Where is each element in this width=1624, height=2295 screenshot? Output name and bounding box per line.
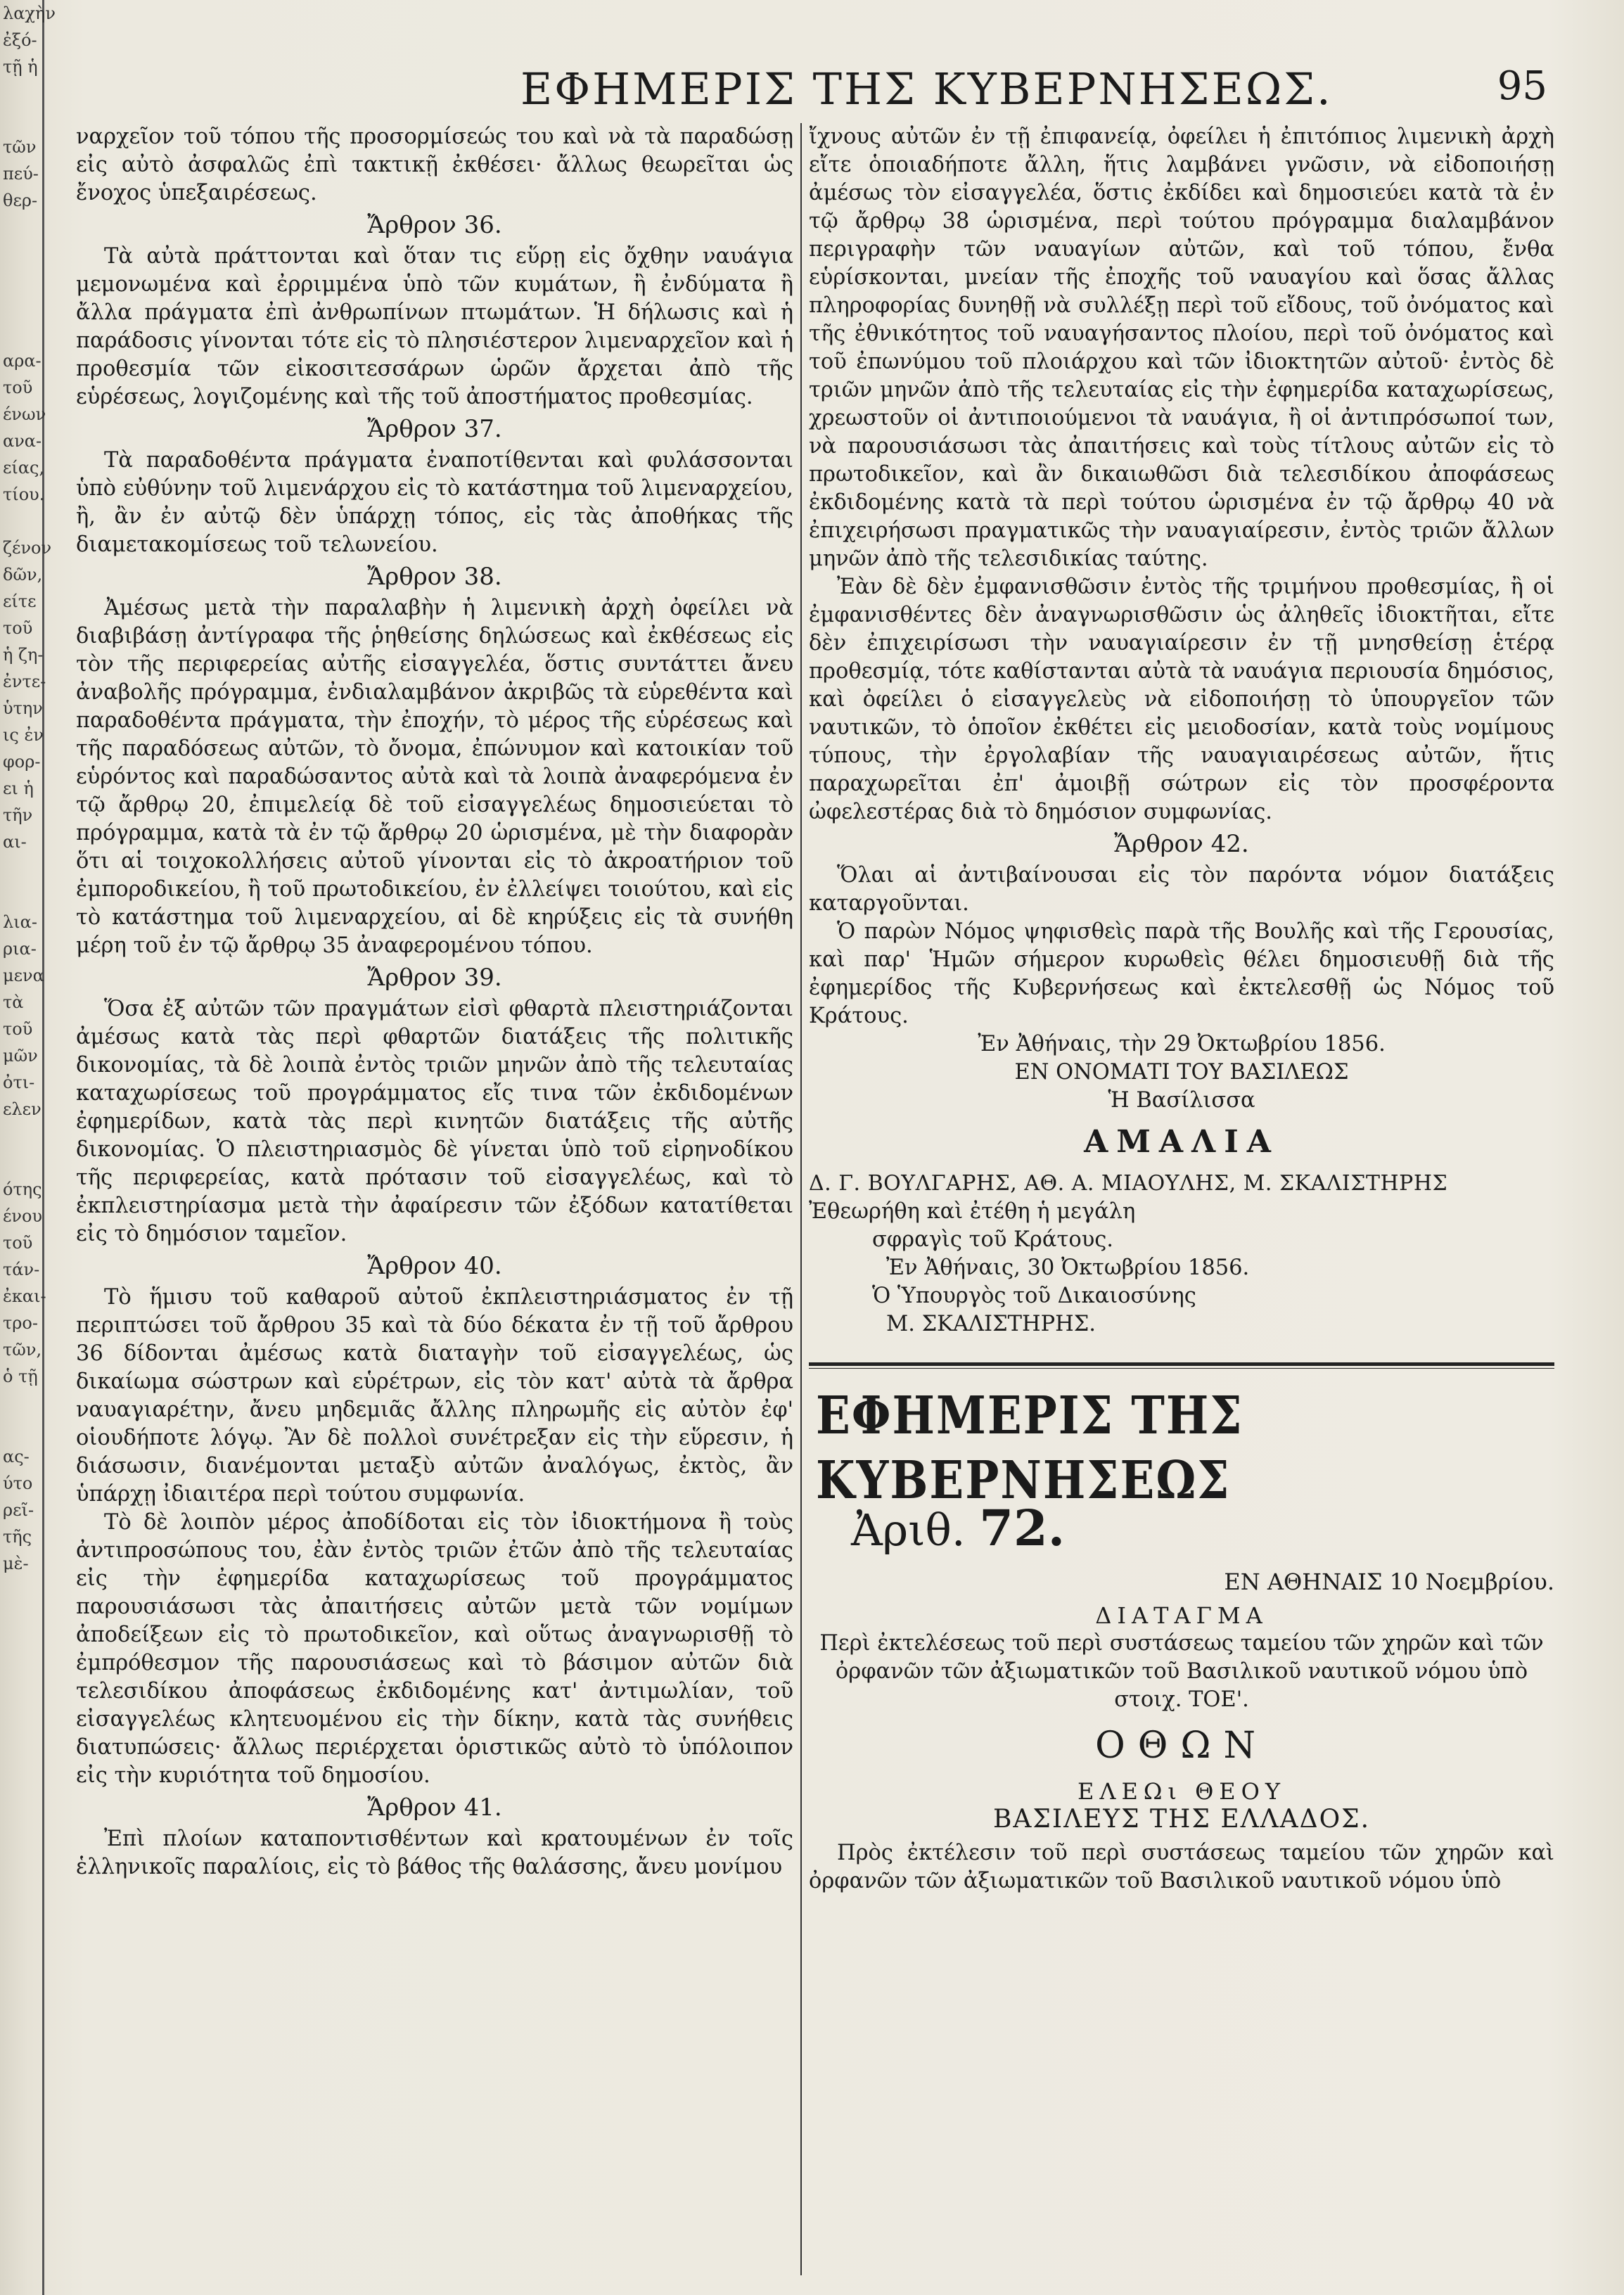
queen-label: Ἡ Βασίλισσα [1108, 1088, 1255, 1113]
paragraph: Ἐπὶ πλοίων καταποντισθέντων καὶ κρατουμένων ἐν τοῖς ἑλληνικοῖς παραλίοις, εἰς τὸ βάθος τῆς θαλάσσης, ἄνευ μονίμου [76, 1827, 793, 1879]
margin-fragment: μὲ- [3, 1554, 29, 1573]
paragraph: ναρχεῖον τοῦ τόπου τῆς προσορμίσεώς του καὶ νὰ τὰ παραδώσῃ εἰς αὐτὸ ἀσφαλῶς ἐπὶ τακτικῇ ἐκθέσει· ἄλλως θεωρεῖται ὡς ἔνοχος ὑπεξαιρέσεως. [76, 124, 793, 205]
margin-fragment: θερ- [3, 191, 38, 210]
signatories: Δ. Γ. ΒΟΥΛΓΑΡΗΣ, ΑΘ. Α. ΜΙΑΟΥΛΗΣ, Μ. ΣΚΑΛΙΣΤΗΡΗΣ [809, 1171, 1448, 1196]
margin-fragment [0, 855, 42, 882]
margin-fragment: πεύ- [3, 164, 39, 184]
margin-fragment: αρα- [3, 351, 41, 371]
seal-line-2: σφραγὶς τοῦ Κράτους. [872, 1227, 1114, 1252]
margin-fragment: ὁ τῇ [3, 1367, 38, 1386]
page-header-title: ΕΦΗΜΕΡΙΣ ΤΗΣ ΚΥΒΕΡΝΗΣΕΩΣ. [520, 63, 1333, 115]
king-title: ΒΑΣΙΛΕΥΣ ΤΗΣ ΕΛΛΑΔΟΣ. [992, 1805, 1371, 1834]
paragraph: Ὅλαι αἱ ἀντιβαίνουσαι εἰς τὸν παρόντα νόμον διατάξεις καταργοῦνται. [809, 863, 1554, 916]
article-heading-42: Ἄρθρον 42. [1114, 830, 1249, 858]
section-divider [809, 1362, 1554, 1369]
issue-label: Ἀριθ. [851, 1504, 966, 1556]
margin-fragment: αι- [3, 832, 27, 852]
margin-fragment: ει ἡ [3, 779, 34, 798]
paragraph: Ἀμέσως μετὰ τὴν παραλαβὴν ἡ λιμενικὴ ἀρχὴ ὀφείλει νὰ διαβιβάσῃ ἀντίγραφα τῆς ῥηθείσης δηλώσεως καὶ ἐκθέσεως εἰς τὸν τῆς περιφερείας αὐτῆς εἰσαγγελέα, ὅστις συντάττει ἄνευ ἀναβολῆς πρόγραμμα, ἐνδιαλαμβάνον ἀκριβῶς τὰ εὑρεθέντα καὶ παραδοθέντα πράγματα, τὴν ἐποχήν, τὸ μέρος τῆς εὑρέσεως καὶ τῆς παραδόσεως αὐτῶν, τὸ ὄνομα, ἐπώνυμον καὶ κατοικίαν τοῦ εὑρόντος καὶ παραδώσαντος αὐτὰ καὶ τὰ λοιπὰ ἀναφερόμενα ἐν τῷ ἄρθρῳ 20, ἐπιμελείᾳ δὲ τοῦ εἰσαγγελέως δημοσιεύεται τὸ πρόγραμμα, κατὰ τὰ ἐν τῷ ἄρθρῳ 20 ὡρισμένα, μὲ τὴν διαφορὰν ὅτι αἱ τοιχοκολλήσεις αὐτοῦ γίνονται εἰς τὸ ἀκροατήριον τοῦ ἐμποροδικείου, ἢ τοῦ πρωτοδικείου, ἐν ἐλλείψει τοιούτου, καὶ εἰς τὸ κατάστημα τοῦ λιμεναρχείου, αἱ δὲ κηρύξεις εἰς τὰ συνήθη μέρη τοῦ ἐν τῷ ἄρθρῳ 35 ἀναφερομένου τόπου. [76, 596, 793, 958]
paragraph: Τὸ δὲ λοιπὸν μέρος ἀποδίδοται εἰς τὸν ἰδιοκτήμονα ἢ τοὺς ἀντιπροσώπους του, ἐὰν ἐντὸς τριῶν ἐτῶν ἀπὸ τῆς τελευταίας εἰς τὴν ἐφημερίδα καταχωρίσεως τοῦ προγράμματος παρουσιάσωσι τὰς ἀπαιτήσεις αὐτῶν μετὰ τῶν νομίμων ἀποδείξεων εἰς τὸ πρωτοδικεῖον, καὶ οὕτως ἀναγνωρισθῇ τὸ ἐμπρόθεσμον τῆς παρουσιάσεως καὶ τὸ βάσιμον αὐτῶν διὰ τελεσιδίκου ἀποφάσεως ἐκδιδομένης κατ' ἀντιμωλίαν, τοῦ εἰσαγγελέως κλητευομένου εἰς τὴν δίκην, κατὰ τὰς συνήθεις διατυπώσεις· ἄλλως περιέρχεται ὁριστικῶς αὐτὸ τὸ ὑπόλοιπον εἰς τὴν κυριότητα τοῦ δημοσίου. [76, 1510, 793, 1788]
page-number: 95 [1497, 63, 1547, 109]
article-heading-36: Ἄρθρον 36. [367, 211, 502, 239]
page-header [84, 63, 1568, 120]
decree-subject: Περὶ ἐκτελέσεως τοῦ περὶ συστάσεως ταμείου τῶν χηρῶν καὶ τῶν ὀρφανῶν τῶν ἀξιωματικῶν τοῦ Βασιλικοῦ ναυτικοῦ νόμου ὑπὸ στοιχ. ΤΟΕ'. [819, 1631, 1544, 1712]
margin-fragment: μῶν [3, 1046, 38, 1066]
margin-fragment: τῇ ἡ [3, 57, 38, 77]
margin-fragment [0, 1417, 42, 1443]
margin-fragment: ας- [3, 1447, 30, 1466]
previous-page-margin [0, 0, 56, 2295]
margin-fragment: τῶν [3, 137, 37, 157]
margin-fragment: ἐξό- [3, 30, 37, 50]
margin-fragment: λια- [3, 912, 37, 932]
king-name: ΟΘΩΝ [1095, 1725, 1268, 1767]
minister-name: Μ. ΣΚΑΛΙΣΤΗΡΗΣ. [886, 1312, 1096, 1336]
margin-fragment: τοῦ [3, 378, 33, 397]
margin-fragment [0, 882, 42, 909]
queen-name: ΑΜΑΛΙΑ [1084, 1124, 1279, 1160]
margin-fragment: τρο- [3, 1313, 38, 1333]
margin-fragment [0, 1390, 42, 1417]
margin-fragment: είας, [3, 458, 45, 478]
margin-fragment: ρια- [3, 939, 37, 959]
seal-line-1: Ἐθεωρήθη καὶ ἐτέθη ἡ μεγάλη [809, 1199, 1136, 1224]
article-heading-37: Ἄρθρον 37. [367, 415, 502, 443]
margin-fragment: φορ- [3, 752, 41, 772]
margin-fragment: τοῦ [3, 1019, 33, 1039]
paragraph: Ὅσα ἐξ αὐτῶν τῶν πραγμάτων εἰσὶ φθαρτὰ πλειστηριάζονται ἀμέσως κατὰ τὰς περὶ φθαρτῶν διατάξεις τῆς πολιτικῆς δικονομίας, τὰ δὲ λοιπὰ ἐντὸς τριῶν μηνῶν ἀπὸ τῆς τελευταίας καταχωρίσεως τοῦ προγράμματος εἴς τινα τῶν ἐκδιδομένων ἐφημερίδων, κατὰ τὰς περὶ κινητῶν διατάξεις τῆς αὐτῆς δικονομίας. Ὁ πλειστηριασμὸς δὲ γίνεται ὑπὸ τοῦ εἰρηνοδίκου τῆς περιφερείας, κατὰ πρότασιν τοῦ εἰσαγγελέως, καὶ τὸ ἐκπλειστηρίασμα μετὰ τὴν ἀφαίρεσιν τῶν ἐξόδων κατατίθεται εἰς τὸ δημόσιον ταμεῖον. [76, 997, 793, 1246]
margin-fragment: τὰ [3, 992, 24, 1012]
margin-fragment: ις ἐν [3, 725, 44, 745]
decree-heading: ΔΙΑΤΑΓΜΑ [1095, 1602, 1268, 1629]
margin-fragment: μενα [3, 966, 44, 985]
paragraph: Πρὸς ἐκτέλεσιν τοῦ περὶ συστάσεως ταμείου τῶν χηρῶν καὶ ὀρφανῶν τῶν ἀξιωματικῶν τοῦ Βασιλικοῦ ναυτικοῦ νόμου ὑπὸ [809, 1841, 1554, 1893]
margin-fragment: τάν- [3, 1260, 40, 1279]
left-column [76, 123, 793, 1881]
margin-fragment: τῶν, [3, 1340, 42, 1360]
margin-fragment: ελεν [3, 1099, 41, 1119]
margin-fragment: είτε [3, 592, 37, 611]
margin-fragment [0, 241, 42, 267]
margin-fragment: τοῦ [3, 618, 33, 638]
margin-fragment: δῶν, [3, 565, 43, 584]
law-date: Ἐν Ἀθήναις, τὴν 29 Ὀκτωβρίου 1856. [978, 1032, 1386, 1056]
margin-fragment [0, 107, 42, 134]
paragraph: Ὁ παρὼν Νόμος ψηφισθεὶς παρὰ τῆς Βουλῆς καὶ τῆς Γερουσίας, καὶ παρ' Ἡμῶν σήμερον κυρωθεὶς θέλει δημοσιευθῇ διὰ τῆς ἐφημερίδος τῆς Κυβερνήσεως καὶ ἐκτελεσθῇ ὡς Νόμος τοῦ Κράτους. [809, 919, 1554, 1028]
margin-fragment: ανα- [3, 431, 42, 451]
article-heading-41: Ἄρθρον 41. [367, 1794, 502, 1822]
margin-fragment: τοῦ [3, 1233, 33, 1253]
margin-fragment: τῆν [3, 805, 33, 825]
margin-fragment: ζένον [3, 538, 52, 558]
margin-fragment: ἐκαι- [3, 1286, 46, 1306]
margin-fragment: ένων [3, 404, 46, 424]
margin-fragment [0, 1123, 42, 1149]
paragraph: Ἐὰν δὲ δὲν ἐμφανισθῶσιν ἐντὸς τῆς τριμήνου προθεσμίας, ἢ οἱ ἐμφανισθέντες δὲν ἀναγνωρισθῶσιν ὡς ἀληθεῖς ἰδιοκτῆται, εἴτε δὲν ἐπιχειρίσωσι τὴν ναυαγιαίρεσιν ἐν τῇ μνησθείσῃ ἑτέρᾳ προθεσμίᾳ, τότε καθίστανται αὐτὰ τὰ ναυάγια περιουσία δημόσιος, καὶ ὀφείλει ὁ εἰσαγγελεὺς νὰ εἰδοποιήσῃ τὸ ὑπουργεῖον τῶν ναυτικῶν, τὸ ὁποῖον ἐκθέτει εἰς μειοδοσίαν, κατὰ τοὺς νομίμους τύπους, τὴν ἐργολαβίαν τῆς ναυαγιαιρέσεως αὐτῶν, ἥτις παραχωρεῖται ἐπ' ἀμοιβῇ σώτρων εἰς τὸν προσφέροντα ὠφελεστέρας διὰ τὸ δημόσιον συμφωνίας. [809, 575, 1554, 824]
margin-fragment [0, 294, 42, 321]
margin-fragment: ἐντε- [3, 672, 46, 691]
article-heading-39: Ἄρθρον 39. [367, 964, 502, 992]
right-column [809, 123, 1554, 1896]
issue-date: ΕΝ ΑΘΗΝΑΙΣ 10 Νοεμβρίου. [1224, 1568, 1554, 1595]
margin-fragment [0, 321, 42, 347]
margin-fragment [0, 508, 42, 535]
margin-fragment: τῆς [3, 1527, 32, 1547]
by-grace-of-god: ΕΛΕΩι ΘΕΟΥ [1077, 1778, 1286, 1805]
paragraph: ἴχνους αὐτῶν ἐν τῇ ἐπιφανείᾳ, ὀφείλει ἡ ἐπιτόπιος λιμενικὴ ἀρχὴ εἴτε ὁποιαδήποτε ἄλλη, ἥτις λαμβάνει γνῶσιν, νὰ εἰδοποιήσῃ ἀμέσως τὸν εἰσαγγελέα, ὅστις ἐκδίδει καὶ δημοσιεύει κατὰ τὰ ἐν τῷ ἄρθρῳ 38 ὡρισμένα, περὶ τούτου πρόγραμμα διαλαμβάνον περιγραφὴν τῶν ναυαγίων αὐτῶν, καὶ τοῦ τόπου, ἔνθα εὑρίσκονται, μνείαν τῆς ἐποχῆς τοῦ ναυαγίου καὶ ὅσας ἄλλας πληροφορίας δυνηθῇ νὰ συλλέξῃ περὶ τοῦ εἴδους, τοῦ ὀνόματος καὶ τῆς ἐθνικότητος τοῦ ναυαγήσαντος πλοίου, περὶ τοῦ ὀνόματος καὶ τοῦ ἐπωνύμου τοῦ πλοιάρχου καὶ τῶν ἰδιοκτητῶν αὐτοῦ· ἐντὸς δὲ τριῶν μηνῶν ἀπὸ τῆς τελευταίας εἰς τὴν ἐφημερίδα καταχωρίσεως, χρεωστοῦν οἱ ἀντιποιούμενοι τὰ ναυάγια, ἢ οἱ ἀντιπρόσωποί των, νὰ παρουσιάσωσι τὰς ἀπαιτήσεις καὶ τοὺς τίτλους αὐτῶν εἰς τὸ πρωτοδικεῖον, καὶ ἂν δικαιωθῶσι διὰ τελεσιδίκου ἀποφάσεως ἐκδιδομένης κατὰ τὰ περὶ τούτου ὡρισμένα ἐν τῷ ἄρθρῳ 40 νὰ ἐπιχειρήσωσι πραγματικῶς τὴν ναυαγιαίρεσιν, ἐντὸς τριῶν ἄλλων μηνῶν ἀπὸ τῆς τελεσιδικίας ταύτης. [809, 124, 1554, 571]
paragraph: Τὰ αὐτὰ πράττονται καὶ ὅταν τις εὕρῃ εἰς ὄχθην ναυάγια μεμονωμένα καὶ ἐρριμμένα ὑπὸ τῶν κυμάτων, ἢ ἐνδύματα ἢ ἄλλα πράγματα ἐπὶ ἀνθρωπίνων πτωμάτων. Ἡ δήλωσις καὶ ἡ παράδοσις γίνονται τότε εἰς τὸ πλησιέστερον λιμεναρχεῖον καὶ ἡ προθεσμία τῶν εἰκοσιτεσσάρων ὡρῶν ἄρχεται ἀπὸ τῆς εὑρέσεως, λογιζομένης καὶ τῆς τοῦ ἀποστήματος προθεσμίας. [76, 244, 793, 409]
margin-fragment [0, 80, 42, 107]
article-heading-40: Ἄρθρον 40. [367, 1252, 502, 1280]
paragraph: Τὸ ἥμισυ τοῦ καθαροῦ αὐτοῦ ἐκπλειστηριάσματος ἐν τῇ περιπτώσει τοῦ ἄρθρου 35 καὶ τὰ δύο δέκατα ἐν τῇ τοῦ ἄρθρου 36 δίδονται ἀμέσως κατὰ διαταγὴν τοῦ εἰσαγγελέως, ὡς δικαίωμα σώστρων καὶ εὑρέτρων, εἰς τὸν κατ' αὐτὰ τὰ ἄρθρα ναυαγιαρέτην, ἄνευ μηδεμιᾶς ἄλλης πληρωμῆς εἰς αὐτὸν ἐφ' οἱουδήποτε λόγῳ. Ἂν δὲ πολλοὶ συνέτρεξαν εἰς τὴν εὕρεσιν, ἡ διάσωσιν, διανέμονται μεταξὺ αὐτῶν ἀναλόγως, ἐκτὸς, ἂν ὑπάρχῃ ἰδιαιτέρα περὶ τούτου συμφωνία. [76, 1285, 793, 1507]
in-name-of-king: ΕΝ ΟΝΟΜΑΤΙ ΤΟΥ ΒΑΣΙΛΕΩΣ [1014, 1060, 1349, 1085]
margin-fragment: ἡ ζη- [3, 645, 44, 665]
seal-date: Ἐν Ἀθήναις, 30 Ὀκτωβρίου 1856. [886, 1255, 1250, 1280]
margin-fragment: ότης [3, 1180, 42, 1199]
article-heading-38: Ἄρθρον 38. [367, 563, 502, 591]
minister-title: Ὁ Ὑπουργὸς τοῦ Δικαιοσύνης [872, 1284, 1196, 1308]
paragraph: Τὰ παραδοθέντα πράγματα ἐναποτίθενται καὶ φυλάσσονται ὑπὸ εὐθύνην τοῦ λιμενάρχου εἰς τὸ κατάστημα τοῦ λιμεναρχείου, ἢ, ἂν ἐν αὐτῷ δὲν ὑπάρχῃ τόπος, εἰς τὰς ἀποθήκας τῆς διαμετακομίσεως τοῦ τελωνείου. [76, 448, 793, 557]
margin-fragment [0, 267, 42, 294]
column-divider [800, 123, 802, 2275]
issue-title: ΕΦΗΜΕΡΙΣ ΤΗΣ ΚΥΒΕΡΝΗΣΕΩΣ [816, 1386, 1243, 1511]
margin-fragment: ένου [3, 1206, 43, 1226]
margin-fragment: λαχὴν [3, 4, 56, 23]
margin-fragment: ὀτι- [3, 1073, 35, 1092]
margin-fragment [0, 214, 42, 241]
margin-fragment [0, 1149, 42, 1176]
margin-fragment: ρεῖ- [3, 1500, 34, 1520]
margin-fragment: ὑτην [3, 698, 43, 718]
margin-fragment: τίου. [3, 485, 45, 504]
issue-number-value: 72. [979, 1499, 1066, 1557]
margin-fragment: ύτο [3, 1473, 33, 1493]
